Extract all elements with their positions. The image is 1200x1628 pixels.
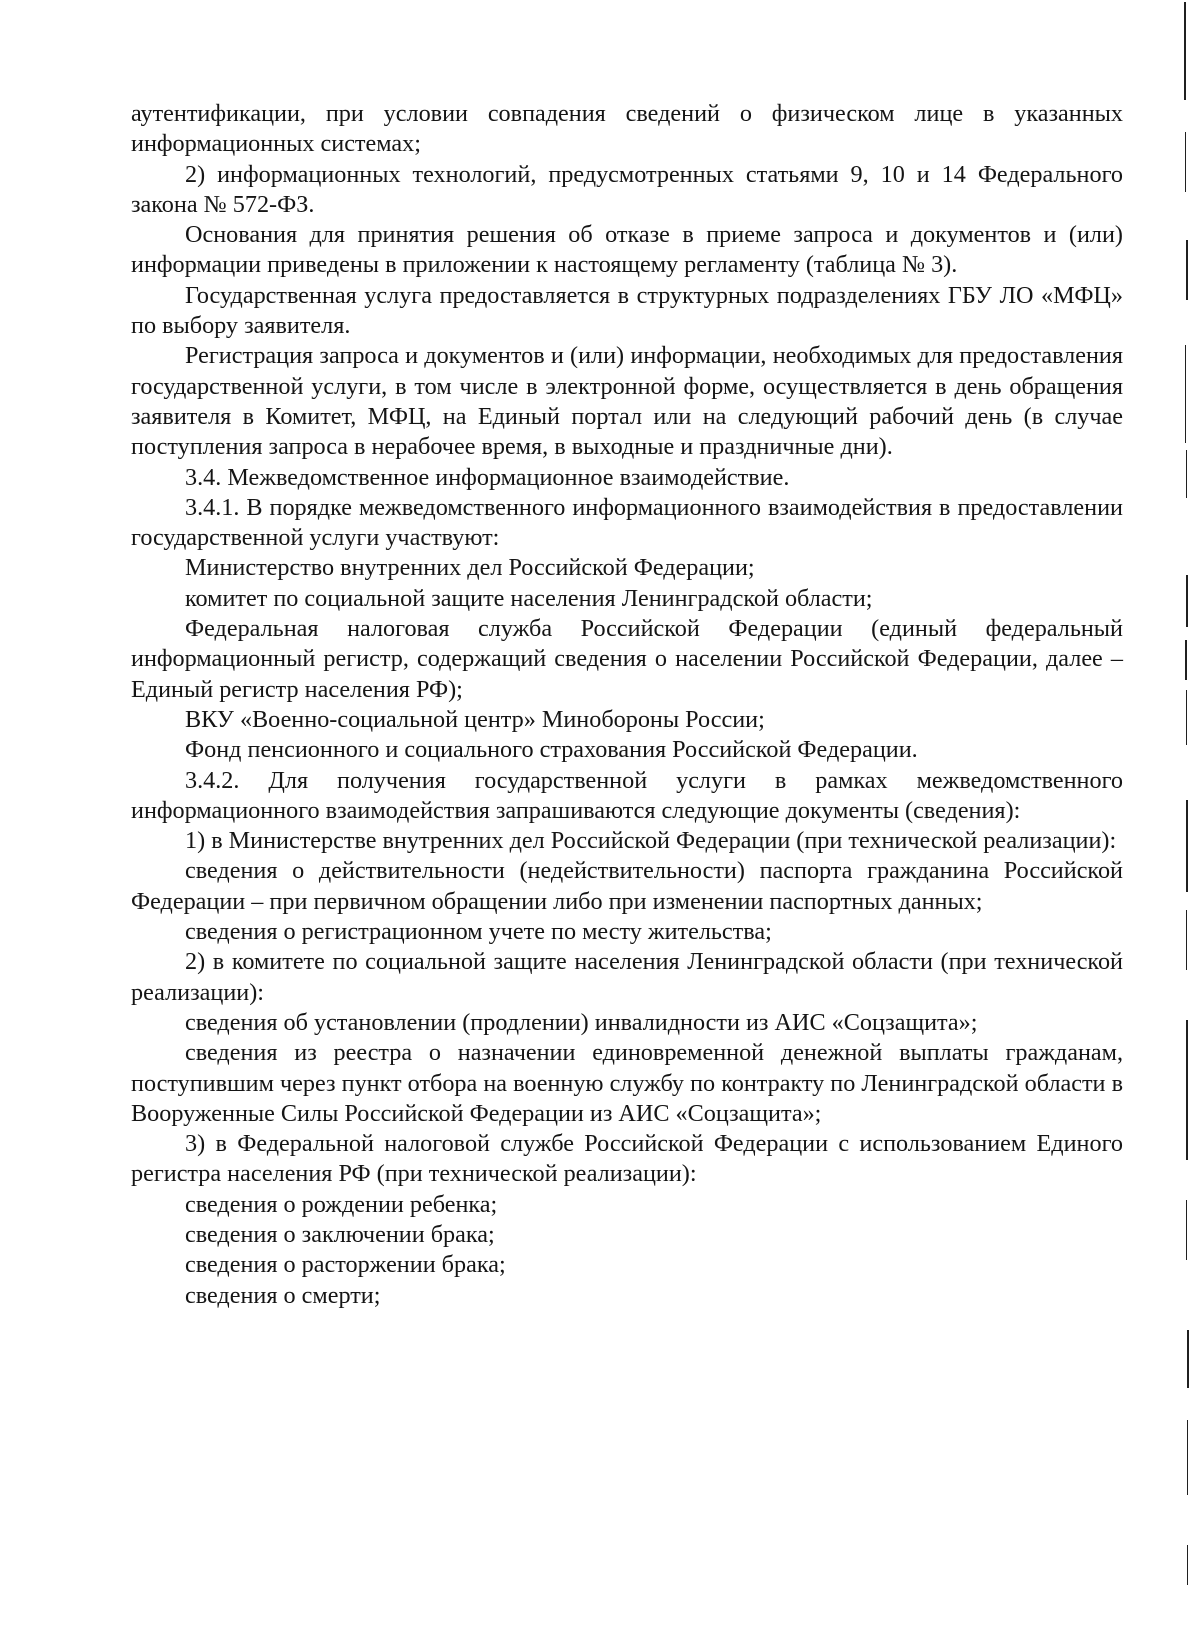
scan-edge-mark bbox=[1186, 240, 1188, 300]
list-item: сведения об установлении (продлении) инвалидности из АИС «Соцзащита»; bbox=[185, 1008, 978, 1036]
scan-edge-mark bbox=[1187, 1330, 1189, 1388]
scan-edge-mark bbox=[1185, 345, 1186, 443]
scan-edge-mark bbox=[1184, 2, 1186, 100]
list-item: сведения из реестра о назначении единовременной денежной выплаты гражданам, поступившим через пункт отбора на военную службу по контракту по Ленинградской области в Вооруженные Силы Российской Федерации из АИС «Соцзащита»; bbox=[131, 1039, 1123, 1127]
scan-edge-mark bbox=[1186, 450, 1187, 498]
scan-edge-mark bbox=[1186, 1200, 1187, 1260]
scan-edge-mark bbox=[1185, 640, 1187, 680]
list-item: сведения о заключении брака; bbox=[185, 1220, 495, 1248]
scan-edge-mark bbox=[1185, 132, 1186, 192]
paragraph: Основания для принятия решения об отказе в приеме запроса и документов и (или) информации приведены в приложении к настоящему регламенту (таблица № 3). bbox=[131, 221, 1123, 279]
list-item: 3) в Федеральной налоговой службе Российской Федерации с использованием Единого регистра населения РФ (при технической реализации): bbox=[131, 1130, 1123, 1188]
list-item: сведения о рождении ребенка; bbox=[185, 1190, 498, 1218]
scan-edge-mark bbox=[1186, 1020, 1188, 1160]
scan-edge-mark bbox=[1186, 800, 1188, 892]
list-item: сведения о действительности (недействительности) паспорта гражданина Российской Федерации – при первичном обращении либо при изменении паспортных данных; bbox=[131, 857, 1123, 915]
paragraph: Регистрация запроса и документов и (или) информации, необходимых для предоставления государственной услуги, в том числе в электронной форме, осуществляется в день обращения заявителя в Комитет, МФЦ, на Единый портал или на следующий рабочий день (в случае поступления запроса в нерабочее время, в выходные и праздничные дни). bbox=[131, 342, 1123, 461]
list-item: сведения о регистрационном учете по месту жительства; bbox=[185, 918, 772, 946]
paragraph: аутентификации, при условии совпадения сведений о физическом лице в указанных информационных системах; bbox=[131, 100, 1123, 158]
scan-edge-mark bbox=[1186, 575, 1188, 627]
list-item: Министерство внутренних дел Российской Федерации; bbox=[185, 554, 755, 582]
section-heading: 3.4. Межведомственное информационное взаимодействие. bbox=[185, 463, 790, 491]
scan-edge-mark bbox=[1186, 910, 1187, 970]
list-item: 2) в комитете по социальной защите населения Ленинградской области (при технической реализации): bbox=[131, 948, 1123, 1006]
list-item: Фонд пенсионного и социального страхования Российской Федерации. bbox=[185, 736, 918, 764]
scan-edge-mark bbox=[1187, 1545, 1188, 1585]
list-item: комитет по социальной защите населения Ленинградской области; bbox=[185, 584, 873, 612]
list-item: сведения о расторжении брака; bbox=[185, 1251, 506, 1279]
paragraph: 3.4.1. В порядке межведомственного информационного взаимодействия в предоставлении государственной услуги участвуют: bbox=[131, 493, 1123, 552]
list-item: Федеральная налоговая служба Российской Федерации (единый федеральный информационный регистр, содержащий сведения о населении Российской Федерации, далее – Единый регистр населения РФ); bbox=[131, 615, 1123, 703]
list-item: ВКУ «Военно-социальной центр» Минобороны России; bbox=[185, 705, 765, 733]
list-item: сведения о смерти; bbox=[185, 1281, 381, 1309]
document-body bbox=[131, 99, 1123, 1311]
list-item: 1) в Министерстве внутренних дел Российской Федерации (при технической реализации): bbox=[185, 827, 1117, 855]
scan-edge-mark bbox=[1187, 1420, 1188, 1495]
scan-edge-mark bbox=[1186, 690, 1187, 745]
paragraph: 2) информационных технологий, предусмотренных статьями 9, 10 и 14 Федерального закона № 572-ФЗ. bbox=[131, 160, 1123, 218]
paragraph: Государственная услуга предоставляется в структурных подразделениях ГБУ ЛО «МФЦ» по выбору заявителя. bbox=[131, 281, 1123, 340]
paragraph: 3.4.2. Для получения государственной услуги в рамках межведомственного информационного взаимодействия запрашиваются следующие документы (сведения): bbox=[131, 766, 1123, 824]
